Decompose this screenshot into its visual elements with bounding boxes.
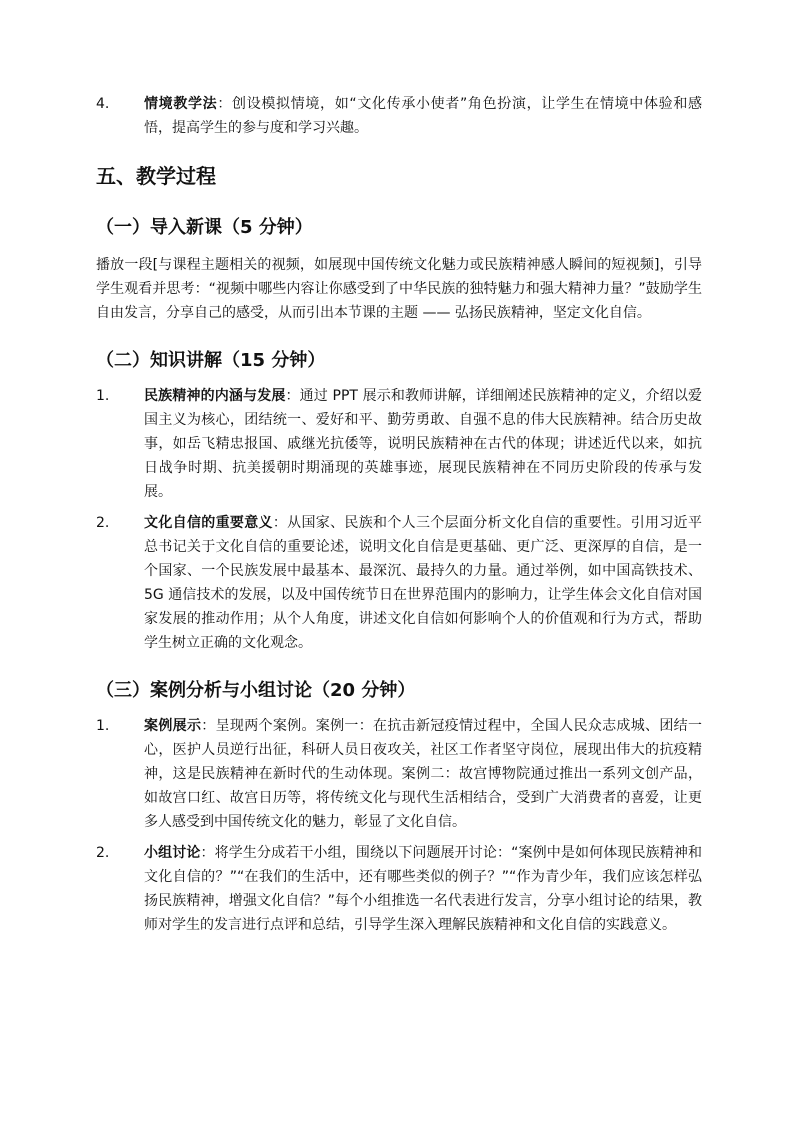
list-body (144, 384, 702, 504)
list-body (144, 841, 702, 937)
item-term: 小组讨论 (144, 845, 201, 861)
list-number: 4. (96, 96, 110, 112)
case-item-1 (96, 714, 702, 834)
case-item-2 (96, 841, 702, 937)
list-body (144, 92, 702, 140)
part-1-heading: （一）导入新课（5 分钟） (96, 217, 313, 238)
section-5-heading: 五、教学过程 (96, 164, 216, 188)
list-number: 2. (96, 515, 110, 531)
item-text: ：创设模拟情境，如“文化传承小使者”角色扮演，让学生在情境中体验和感悟，提高学生的参与度和学习兴趣。 (144, 96, 702, 136)
list-body (144, 714, 702, 834)
part-3-heading: （三）案例分析与小组讨论（20 分钟） (96, 680, 416, 701)
item-term: 民族精神的内涵与发展 (144, 388, 286, 404)
item-term: 情境教学法 (144, 96, 218, 112)
part-1-paragraph: 播放一段[与课程主题相关的视频，如展现中国传统文化魅力或民族精神感人瞬间的短视频]，引导学生观看并思考：“视频中哪些内容让你感受到了中华民族的独特魅力和强大精神力量？”鼓励学生自由发言，分享自己的感受，从而引出本节课的主题 —— 弘扬民族精神，坚定文化自信。 (96, 257, 702, 321)
list-number: 2. (96, 845, 110, 861)
item-term: 文化自信的重要意义 (144, 515, 273, 531)
item-text: ：从国家、民族和个人三个层面分析文化自信的重要性。引用习近平总书记关于文化自信的重要论述，说明文化自信是更基础、更广泛、更深厚的自信，是一个国家、一个民族发展中最基本、最深沉、最持久的力量。通过举例，如中国高铁技术、5G 通信技术的发展，以及中国传统节日在世界范围内的影响力，让学生体会文化自信对国家发展的推动作用；从个人角度，讲述文化自信如何影响个人的价值观和行为方式，帮助学生树立正确的文化观念。 (144, 515, 702, 651)
item-term: 案例展示 (144, 718, 202, 734)
item-text: ：呈现两个案例。案例一：在抗击新冠疫情过程中，全国人民众志成城、团结一心，医护人员逆行出征，科研人员日夜攻关，社区工作者坚守岗位，展现出伟大的抗疫精神，这是民族精神在新时代的生动体现。案例二：故宫博物院通过推出一系列文创产品，如故宫口红、故宫日历等，将传统文化与现代生活相结合，受到广大消费者的喜爱，让更多人感受到中国传统文化的魅力，彰显了文化自信。 (144, 718, 703, 830)
list-number: 1. (96, 718, 110, 734)
teaching-method-item-4 (96, 92, 702, 140)
knowledge-item-2 (96, 511, 702, 655)
list-body (144, 511, 702, 655)
list-number: 1. (96, 388, 110, 404)
item-text: ：将学生分成若干小组，围绕以下问题展开讨论：“案例中是如何体现民族精神和文化自信的？”“在我们的生活中，还有哪些类似的例子？”“作为青少年，我们应该怎样弘扬民族精神，增强文化自信？”每个小组推选一名代表进行发言，分享小组讨论的结果，教师对学生的发言进行点评和总结，引导学生深入理解民族精神和文化自信的实践意义。 (144, 845, 702, 933)
document-page (96, 92, 702, 937)
part-2-heading: （二）知识讲解（15 分钟） (96, 350, 326, 371)
knowledge-item-1 (96, 384, 702, 504)
item-text: ：通过 PPT 展示和教师讲解，详细阐述民族精神的定义，介绍以爱国主义为核心，团结统一、爱好和平、勤劳勇敢、自强不息的伟大民族精神。结合历史故事，如岳飞精忠报国、戚继光抗倭等，说明民族精神在古代的体现；讲述近代以来，如抗日战争时期、抗美援朝时期涌现的英雄事迹，展现民族精神在不同历史阶段的传承与发展。 (144, 388, 703, 500)
